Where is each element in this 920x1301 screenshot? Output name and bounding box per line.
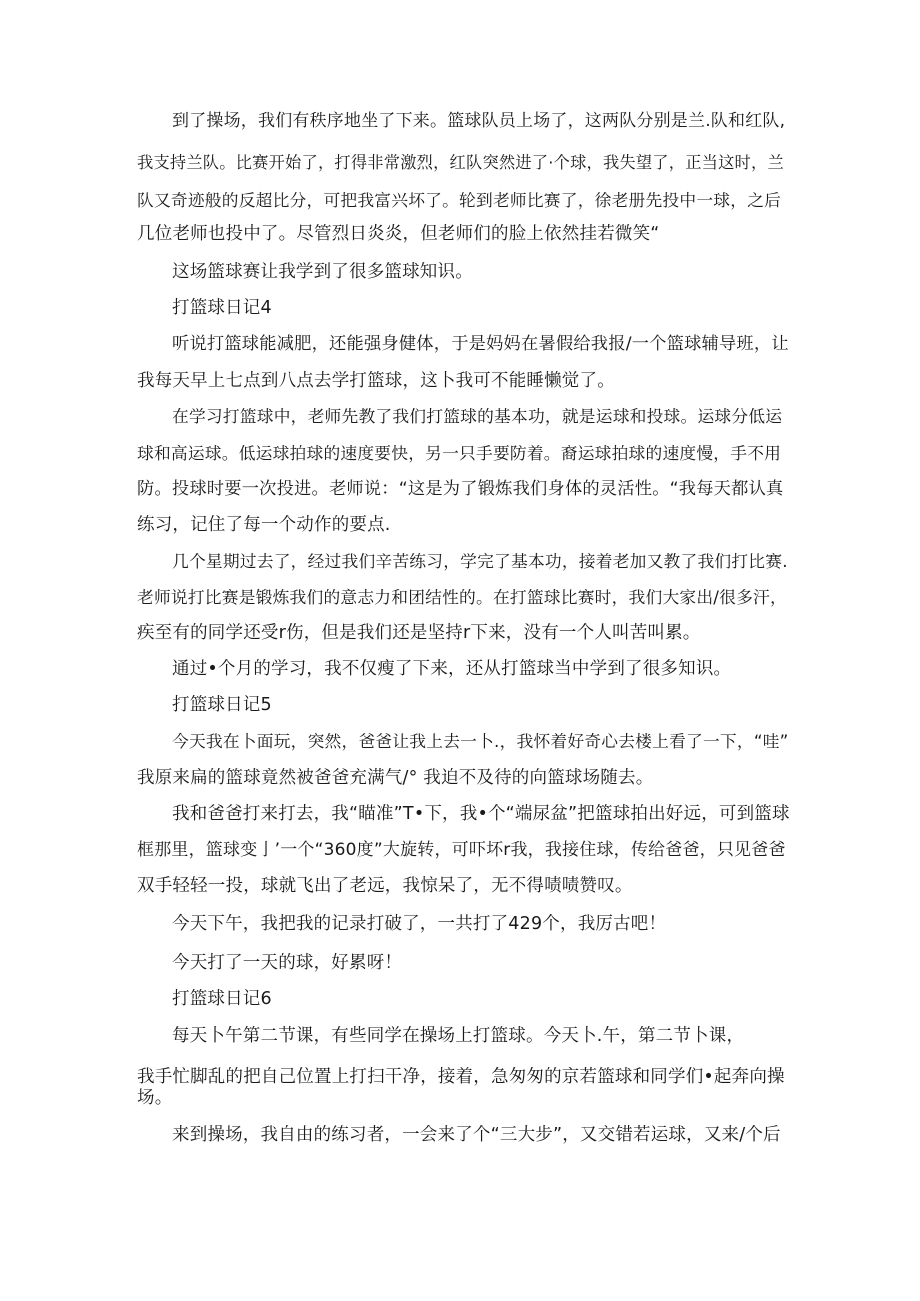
text-line: 通过•个月的学习，我不仅瘦了下来，还从打篮球当中学到了很多知识。 [172, 659, 732, 679]
text-line: 疾至有的同学还受r伤，但是我们还是坚持r下来，没有一个人叫苦叫累。 [137, 623, 701, 643]
text-line: 今天打了一天的球，好累呀！ [172, 953, 403, 973]
text-line: 来到操场，我自由的练习者，一会来了个“三大步”，又交错若运球，又来/个后 [172, 1125, 781, 1145]
text-line: 球和高运球。低运球拍球的速度要快，另一只手要防着。裔运球拍球的速度慢，手不用 [137, 443, 782, 463]
section-heading: 打篮球日记4 [172, 298, 272, 318]
text-line: 几位老师也投中了。尽管烈日炎炎，但老师们的脸上依然挂若微笑“ [137, 224, 660, 244]
section-heading: 打篮球日记5 [172, 695, 272, 715]
text-line: 听说打篮球能减肥，还能强身健体，于是妈妈在暑假给我报/一个篮球辅导班，让 [172, 334, 789, 354]
section-heading: 打篮球日记6 [172, 989, 272, 1009]
text-line: 我手忙脚乱的把自己位置上打扫干净，接着，急匆匆的京若篮球和同学们•起奔向操 [137, 1067, 785, 1087]
text-line: 我每天早上七点到八点去学打篮球，这卜我可不能睡懒觉了。 [137, 371, 615, 391]
text-line: 框那里，篮球变亅’一个“360度”大旋转，可吓坏r我，我接住球，传给爸爸，只见爸爸 [137, 840, 786, 860]
text-line: 我和爸爸打来打去，我“瞄准”T•下，我•个“端尿盆”把篮球拍出好远，可到篮球 [172, 804, 790, 824]
text-line: 双手轻轻一投，球就飞出了老远，我惊呆了，无不得啧啧赞叹。 [137, 876, 633, 896]
text-line: 老师说打比赛是锻炼我们的意志力和团结性的。在打篮球比赛时，我们大家出/很多汗， [137, 587, 787, 607]
text-line: 几个星期过去了，经过我们辛苦练习，学完了基本功，接着老加又教了我们打比赛. [172, 551, 788, 571]
text-line: 每天卜午第二节课，有些同学在操场上打篮球。今天卜.午，第二节卜课， [172, 1026, 745, 1046]
text-line: 队又奇迹般的反超比分，可把我富兴坏了。轮到老师比赛了，徐老册先投中一球，之后 [137, 190, 782, 210]
text-line: 练习，记住了每一个动作的要点. [137, 515, 391, 535]
text-line: 今天我在卜面玩，突然，爸爸让我上去一卜.，我怀着好奇心去楼上看了一下，“哇” [172, 731, 789, 751]
text-line: 这场篮球赛让我学到了很多篮球知识。 [172, 262, 473, 282]
text-line: 我支持兰队。比赛开始了，打得非常激烈，红队突然进了·个球，我失望了，正当这时，兰 [137, 153, 784, 172]
text-line: 防。投球时要一次投进。老师说：“这是为了锻炼我们身体的灵活性。“我每天都认真 [137, 479, 784, 499]
text-line: 场。 [137, 1088, 173, 1108]
text-line: 在学习打篮球中，老师先教了我们打篮球的基本功，就是运球和投球。运球分低运 [172, 406, 783, 426]
text-line: 今天下午，我把我的记录打破了，一共打了429个，我厉古吧！ [172, 914, 667, 934]
text-line: 到了操场，我们有秩序地坐了下来。篮球队员上场了，这两队分别是兰.队和红队, [172, 111, 786, 131]
text-line: 我原来扁的篮球竟然被爸爸充满气/° 我迫不及待的向篮球场随去。 [137, 768, 654, 788]
